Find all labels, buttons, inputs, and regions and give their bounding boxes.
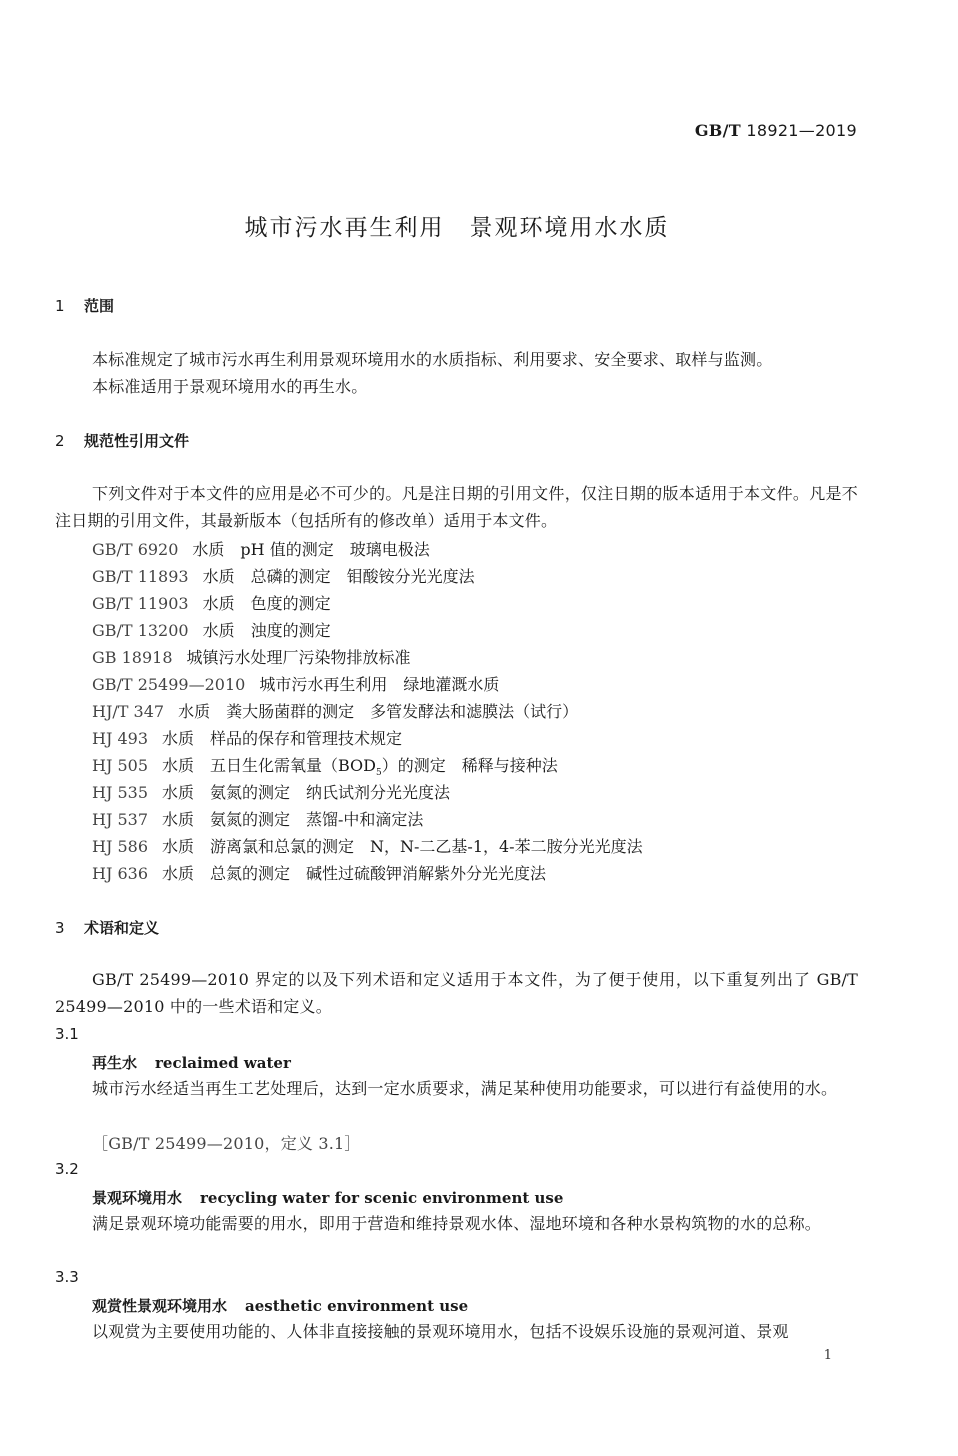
reference-title: 水质 色度的测定 — [202, 594, 331, 613]
section-title: 术语和定义 — [84, 919, 160, 937]
reference-item — [92, 807, 423, 830]
reference-title: 水质 粪大肠菌群的测定 多管发酵法和滤膜法（试行） — [178, 702, 579, 721]
reference-code: HJ 493 — [92, 729, 148, 748]
reference-title-part: 水质 五日生化需氧量（BOD — [162, 756, 377, 775]
reference-title: 城镇污水处理厂污染物排放标准 — [186, 648, 411, 667]
reference-item — [92, 780, 450, 803]
reference-item — [92, 564, 475, 587]
term-number: 3.3 — [55, 1268, 79, 1286]
scope-paragraph-2: 本标准适用于景观环境用水的再生水。 — [92, 377, 368, 396]
term-name — [92, 1295, 468, 1316]
term-zh: 景观环境用水 — [92, 1189, 183, 1207]
reference-code: GB 18918 — [92, 648, 173, 667]
reference-item — [92, 618, 331, 641]
reference-title: 水质 总氮的测定 碱性过硫酸钾消解紫外分光光度法 — [162, 864, 547, 883]
page-number: 1 — [823, 1348, 832, 1363]
section-number: 1 — [55, 297, 65, 315]
reference-code: HJ 586 — [92, 837, 148, 856]
section-1-heading — [55, 295, 114, 316]
reference-item — [92, 591, 331, 614]
reference-code: HJ/T 347 — [92, 702, 165, 721]
standard-code: 18921—2019 — [746, 121, 857, 140]
term-zh: 观赏性景观环境用水 — [92, 1297, 228, 1315]
term-number: 3.1 — [55, 1025, 79, 1043]
term-en: recycling water for scenic environment use — [200, 1189, 564, 1207]
term-zh: 再生水 — [92, 1054, 138, 1072]
section-3-heading — [55, 917, 159, 938]
reference-title-part: ）的测定 稀释与接种法 — [381, 756, 558, 775]
reference-item — [92, 726, 402, 749]
standard-prefix: GB/T — [694, 121, 741, 140]
term-definition: 满足景观环境功能需要的用水，即用于营造和维持景观水体、湿地环境和各种水景构筑物的水的总称。 — [92, 1214, 822, 1233]
document-title: 城市污水再生利用 景观环境用水水质 — [244, 215, 670, 241]
term-en: reclaimed water — [155, 1054, 291, 1072]
term-source: ［GB/T 25499—2010，定义 3.1］ — [92, 1134, 361, 1153]
reference-title: 水质 总磷的测定 钼酸铵分光光度法 — [202, 567, 475, 586]
term-definition: 以观赏为主要使用功能的、人体非直接接触的景观环境用水，包括不设娱乐设施的景观河道、景观 — [92, 1322, 789, 1341]
reference-item — [92, 753, 558, 778]
reference-title: 城市污水再生利用 绿地灌溉水质 — [259, 675, 500, 694]
reference-item — [92, 672, 499, 695]
reference-code: HJ 636 — [92, 864, 148, 883]
section-2-heading — [55, 430, 189, 451]
reference-code: GB/T 25499—2010 — [92, 675, 246, 694]
section-title: 范围 — [84, 297, 115, 315]
term-name — [92, 1052, 291, 1073]
reference-code: HJ 537 — [92, 810, 148, 829]
section-title: 规范性引用文件 — [84, 432, 190, 450]
reference-code: GB/T 13200 — [92, 621, 189, 640]
reference-code: GB/T 11903 — [92, 594, 189, 613]
reference-code: HJ 535 — [92, 783, 148, 802]
term-definition: 城市污水经适当再生工艺处理后，达到一定水质要求，满足某种使用功能要求，可以进行有益使用的水。 — [92, 1079, 838, 1098]
reference-title: 水质 游离氯和总氯的测定 N，N-二乙基-1，4-苯二胺分光光度法 — [162, 837, 643, 856]
section-number: 3 — [55, 919, 65, 937]
reference-title: 水质 pH 值的测定 玻璃电极法 — [192, 540, 430, 559]
reference-title: 水质 浊度的测定 — [202, 621, 331, 640]
terms-intro: GB/T 25499—2010 界定的以及下列术语和定义适用于本文件，为了便于使用，以下重复列出了 GB/T 25499—2010 中的一些术语和定义。 — [55, 970, 858, 1016]
scope-paragraph-1: 本标准规定了城市污水再生利用景观环境用水的水质指标、利用要求、安全要求、取样与监测。 — [92, 350, 773, 369]
reference-item — [92, 537, 430, 560]
term-name — [92, 1187, 563, 1208]
reference-title — [162, 756, 558, 779]
reference-item — [92, 645, 411, 668]
reference-item — [92, 699, 578, 722]
reference-title: 水质 氨氮的测定 纳氏试剂分光光度法 — [162, 783, 451, 802]
section-number: 2 — [55, 432, 65, 450]
subscript: 5 — [376, 768, 382, 779]
reference-item — [92, 861, 546, 884]
references-intro: 下列文件对于本文件的应用是必不可少的。凡是注日期的引用文件，仅注日期的版本适用于本文件。凡是不注日期的引用文件，其最新版本（包括所有的修改单）适用于本文件。 — [55, 484, 858, 530]
standard-number — [695, 121, 857, 140]
reference-code: HJ 505 — [92, 756, 148, 775]
reference-title: 水质 氨氮的测定 蒸馏-中和滴定法 — [162, 810, 424, 829]
reference-title: 水质 样品的保存和管理技术规定 — [162, 729, 403, 748]
term-number: 3.2 — [55, 1160, 79, 1178]
reference-code: GB/T 6920 — [92, 540, 179, 559]
reference-code: GB/T 11893 — [92, 567, 189, 586]
reference-item — [92, 834, 643, 857]
term-en: aesthetic environment use — [245, 1297, 469, 1315]
